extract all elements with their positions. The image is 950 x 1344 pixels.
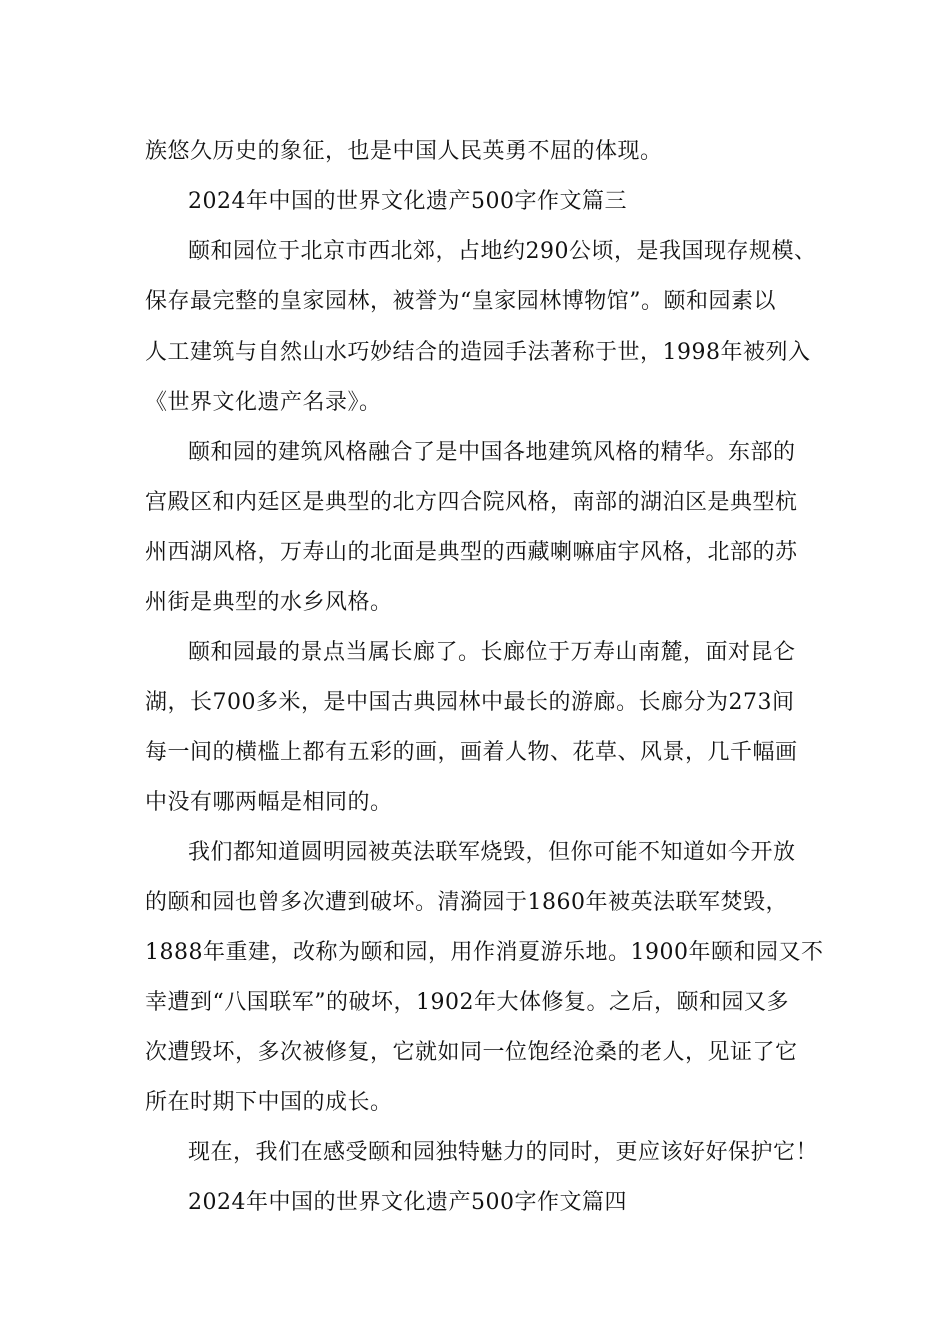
text-line: 宫殿区和内廷区是典型的北方四合院风格，南部的湖泊区是典型杭 bbox=[145, 490, 798, 515]
section-heading: 2024年中国的世界文化遗产500字作文篇四 bbox=[188, 1190, 627, 1215]
text-line: 颐和园最的景点当属长廊了。长廊位于万寿山南麓，面对昆仑 bbox=[188, 640, 796, 665]
text-line: 1888年重建，改称为颐和园，用作消夏游乐地。1900年颐和园又不 bbox=[145, 940, 824, 965]
text-line: 湖，长700多米，是中国古典园林中最长的游廊。长廊分为273间 bbox=[145, 690, 795, 715]
text-line: 族悠久历史的象征，也是中国人民英勇不屈的体现。 bbox=[145, 139, 663, 164]
text-line: 州西湖风格，万寿山的北面是典型的西藏喇嘛庙宇风格，北部的苏 bbox=[145, 540, 798, 565]
text-line: 人工建筑与自然山水巧妙结合的造园手法著称于世，1998年被列入 bbox=[145, 340, 811, 365]
text-line: 的颐和园也曾多次遭到破坏。清漪园于1860年被英法联军焚毁， bbox=[145, 890, 788, 915]
text-line: 颐和园的建筑风格融合了是中国各地建筑风格的精华。东部的 bbox=[188, 440, 796, 465]
text-line: 颐和园位于北京市西北郊，占地约290公顷，是我国现存规模、 bbox=[188, 239, 817, 264]
text-line: 中没有哪两幅是相同的。 bbox=[145, 790, 393, 815]
text-line: 保存最完整的皇家园林，被誉为“皇家园林博物馆”。颐和园素以 bbox=[145, 289, 776, 314]
text-line: 每一间的横槛上都有五彩的画，画着人物、花草、风景，几千幅画 bbox=[145, 740, 798, 765]
section-heading: 2024年中国的世界文化遗产500字作文篇三 bbox=[188, 189, 627, 214]
text-line: 所在时期下中国的成长。 bbox=[145, 1090, 393, 1115]
text-line: 幸遭到“八国联军”的破坏，1902年大体修复。之后，颐和园又多 bbox=[145, 990, 789, 1015]
text-line: 州街是典型的水乡风格。 bbox=[145, 590, 393, 615]
text-line: 现在，我们在感受颐和园独特魅力的同时，更应该好好保护它！ bbox=[188, 1140, 819, 1165]
text-line: 《世界文化遗产名录》。 bbox=[145, 390, 382, 415]
text-line: 次遭毁坏，多次被修复，它就如同一位饱经沧桑的老人，见证了它 bbox=[145, 1040, 798, 1065]
text-line: 我们都知道圆明园被英法联军烧毁，但你可能不知道如今开放 bbox=[188, 840, 796, 865]
